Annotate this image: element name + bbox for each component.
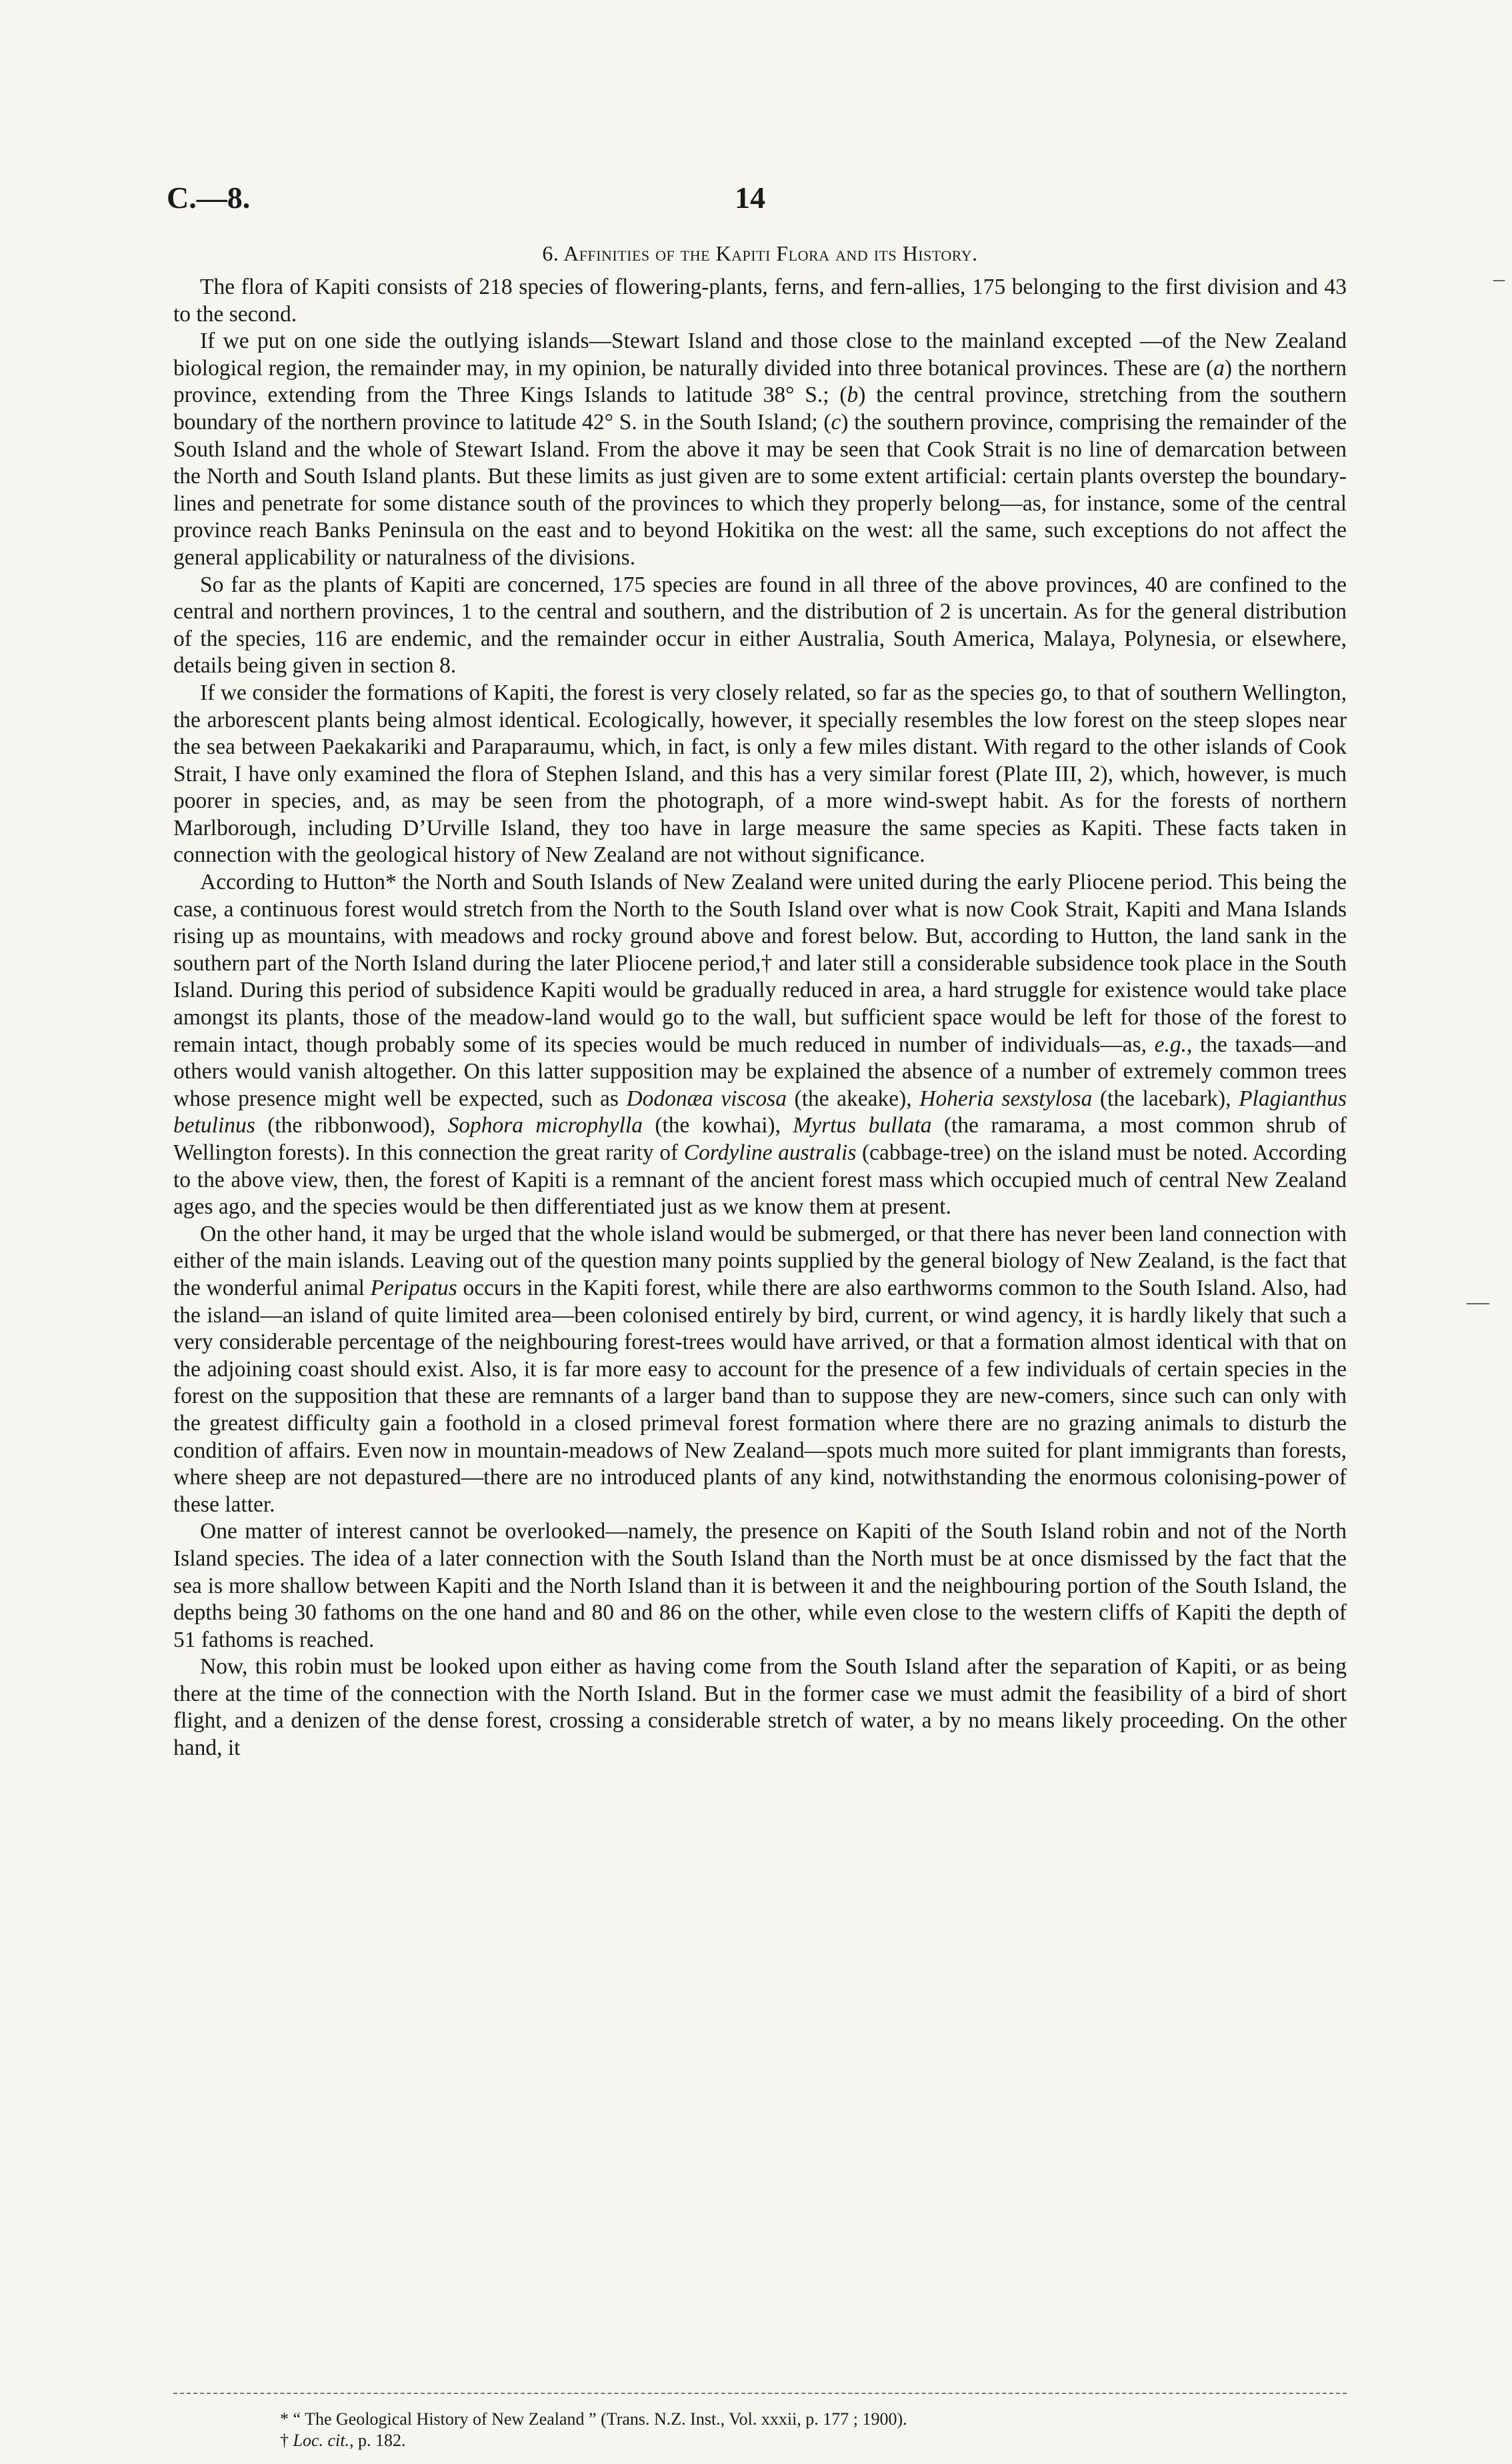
page — [167, 180, 1347, 2450]
paragraph: According to Hutton* the North and South Islands of New Zealand were united during the early Pliocene period. This being the case, a continuous forest would stretch from the North to the South Island over what is now Cook Strait, Kapiti and Mana Islands rising up as mountains, with meadows and rocky ground above and forest below. But, according to Hutton, the land sank in the southern part of the North Island during the later Pliocene period,† and later still a considerable subsidence took place in the South Island. During this period of subsidence Kapiti would be gradually reduced in area, a hard struggle for existence would take place amongst its plants, those of the meadow-land would go to the wall, but sufficient space would be left for those of the forest to remain intact, though probably some of its species would be much reduced in number of individuals—as, e.g., the taxads—and others would vanish altogether. On this latter supposition may be explained the absence of a number of extremely common trees whose presence might well be expected, such as Dodonæa viscosa (the akeake), Hoheria sexstylosa (the lacebark), Plagianthus betulinus (the ribbonwood), Sophora microphylla (the kowhai), Myrtus bullata (the ramarama, a most common shrub of Wellington forests). In this connection the great rarity of Cordyline australis (cabbage-tree) on the island must be noted. According to the above view, then, the forest of Kapiti is a remnant of the ancient forest mass which occupied much of central New Zealand ages ago, and the species would be then differentiated just as we know them at present. — [173, 870, 1347, 1220]
margin-mark: — — [1467, 1290, 1489, 1314]
paragraph: The flora of Kapiti consists of 218 species of flowering-plants, ferns, and fern-allies, 175 belonging to the first division and 43 to the second. — [173, 275, 1347, 327]
footnotes — [173, 2393, 1347, 2451]
paragraph: If we put on one side the outlying islands—Stewart Island and those close to the mainland excepted —of the New Zealand biological region, the remainder may, in my opinion, be naturally divided into three botanical provinces. These are (a) the northern province, extending from the Three Kings Islands to latitude 38° S.; (b) the central province, stretching from the southern boundary of the northern province to latitude 42° S. in the South Island; (c) the southern province, comprising the remainder of the South Island and the whole of Stewart Island. From the above it may be seen that Cook Strait is no line of demarcation between the North and South Island plants. But these limits as just given are to some extent artificial: certain plants overstep the boundary-lines and penetrate for some distance south of the provinces to which they properly belong—as, for instance, some of the central province reach Banks Peninsula on the east and to beyond Hokitika on the west: all the same, such exceptions do not affect the general applicability or naturalness of the divisions. — [173, 329, 1347, 570]
paragraph: If we consider the formations of Kapiti, the forest is very closely related, so far as the species go, to that of southern Wellington, the arborescent plants being almost identical. Ecologically, however, it specially resembles the low forest on the steep slopes near the sea between Paekakariki and Paraparaumu, which, in fact, is only a few miles distant. With regard to the other islands of Cook Strait, I have only examined the flora of Stephen Island, and this has a very similar forest (Plate III, 2), which, however, is much poorer in species, and, as may be seen from the photograph, of a more wind-swept habit. As for the forests of northern Marlborough, including D’Urville Island, they too have in large measure the same species as Kapiti. These facts taken in connection with the geological history of New Zealand are not without significance. — [173, 680, 1347, 868]
paragraph: On the other hand, it may be urged that the whole island would be submerged, or that there has never been land connection with either of the main islands. Leaving out of the question many points supplied by the general biology of New Zealand, is the fact that the wonderful animal Peripatus occurs in the Kapiti forest, while there are also earthworms common to the South Island. Also, had the island—an island of quite limited area—been colonised entirely by bird, current, or wind agency, it is hardly likely that such a very considerable percentage of the neighbouring forest-trees would have arrived, or that a formation almost identical with that on the adjoining coast should exist. Also, it is far more easy to account for the presence of a few individuals of certain species in the forest on the supposition that these are remnants of a larger band than to suppose they are new-comers, since such can only with the greatest difficulty gain a foothold in a closed primeval forest formation where there are no grazing animals to disturb the condition of affairs. Even now in mountain-meadows of New Zealand—spots much more suited for plant immigrants than forests, where sheep are not depastured—there are no introduced plants of any kind, notwithstanding the enormous colonising-power of these latter. — [173, 1221, 1347, 1517]
footnote: * “ The Geological History of New Zealand ” (Trans. N.Z. Inst., Vol. xxxii, p. 177 ; 1900). — [280, 2409, 907, 2429]
paragraph: Now, this robin must be looked upon either as having come from the South Island after the separation of Kapiti, or as being there at the time of the connection with the North Island. But in the former case we must admit the feasibility of a bird of short flight, and a denizen of the dense forest, crossing a considerable stretch of water, a by no means likely proceeding. On the other hand, it — [173, 1654, 1347, 1761]
paragraph: So far as the plants of Kapiti are concerned, 175 species are found in all three of the above provinces, 40 are confined to the central and northern provinces, 1 to the central and southern, and the distribution of 2 is uncertain. As for the general distribution of the species, 116 are endemic, and the remainder occur in either Australia, South America, Malaya, Polynesia, or elsewhere, details being given in section 8. — [173, 572, 1347, 678]
margin-mark: – — [1493, 267, 1505, 291]
section-title: 6. Affinities of the Kapiti Flora and its History. — [542, 241, 978, 265]
paragraph: One matter of interest cannot be overlooked—namely, the presence on Kapiti of the South Island robin and not of the North Island species. The idea of a later connection with the South Island than the North must be at once dismissed by the fact that the sea is more shallow between Kapiti and the North Island than it is between it and the neighbouring portion of the South Island, the depths being 30 fathoms on the one hand and 80 and 86 on the other, while even close to the western cliffs of Kapiti the depth of 51 fathoms is reached. — [173, 1519, 1347, 1652]
footnote: † Loc. cit., p. 182. — [280, 2431, 406, 2450]
document-code: C.—8. — [167, 181, 251, 215]
page-header — [167, 180, 1347, 233]
body-text — [173, 274, 1347, 1762]
page-number: 14 — [735, 181, 765, 215]
